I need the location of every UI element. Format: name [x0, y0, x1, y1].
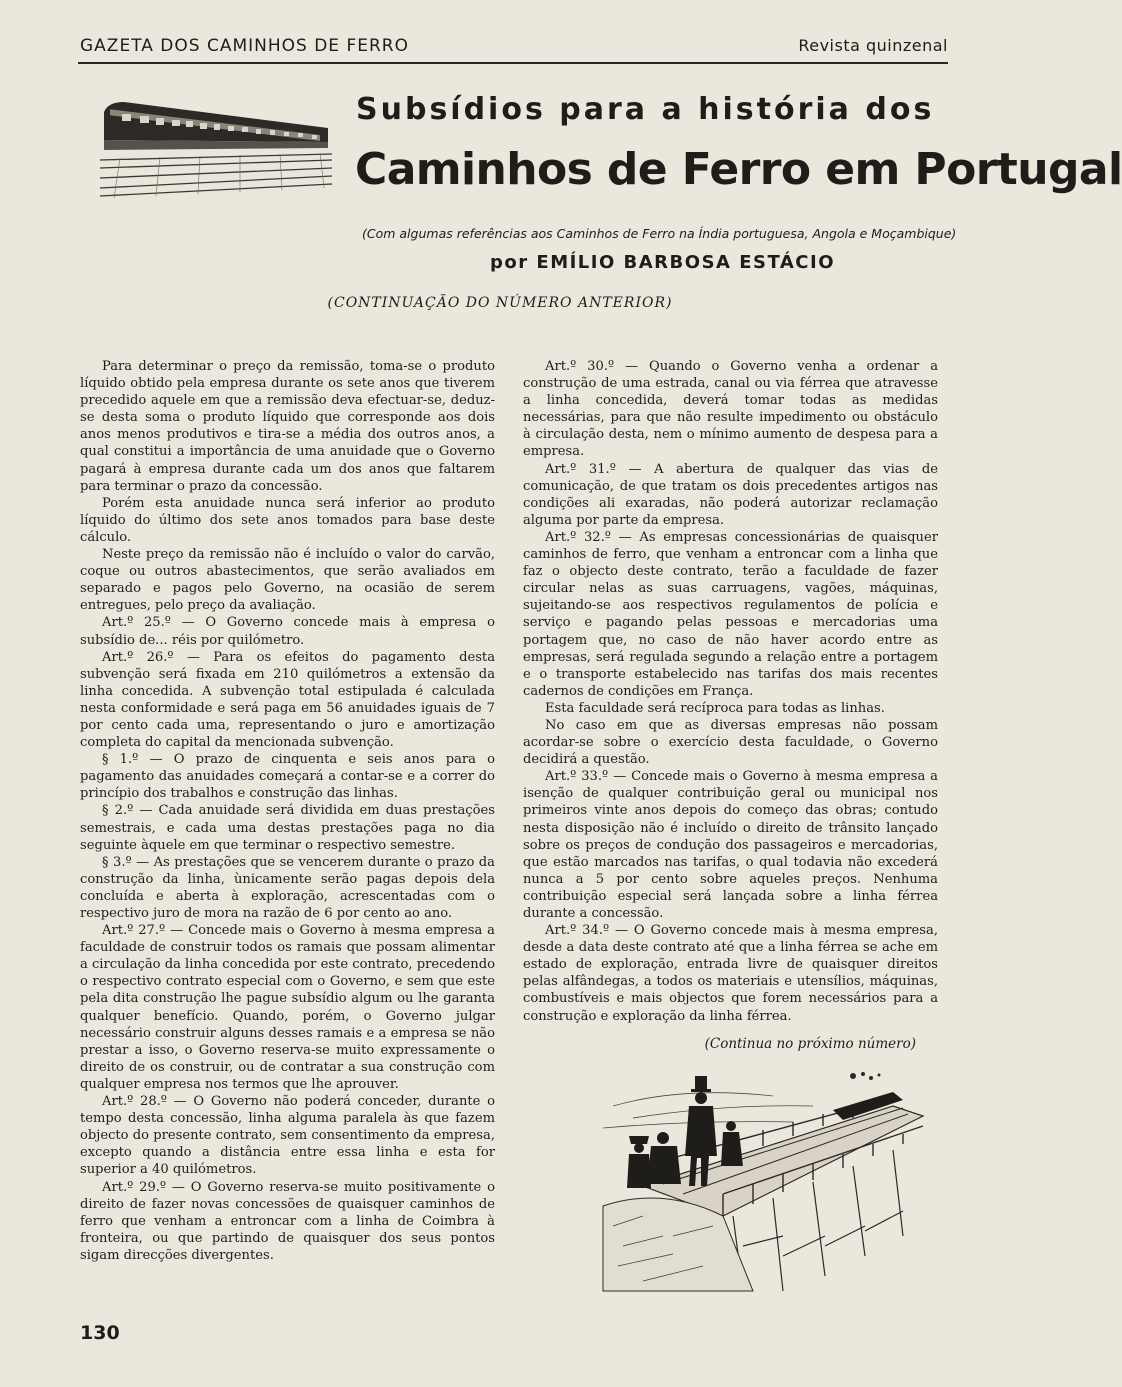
running-header-title: GAZETA DOS CAMINHOS DE FERRO — [80, 36, 409, 56]
paragraph: Art.º 30.º — Quando o Governo venha a ordenar a construção de uma estrada, canal ou via férrea que atravesse a linha concedida, deverá tomar todas as medidas necessárias, para que não resulte impedimento ou obstáculo à circulação desta, nem o mínimo aumento de despesa para a empresa. — [523, 359, 938, 460]
paragraph: Art.º 27.º — Concede mais o Governo à mesma empresa a faculdade de construir todos os ramais que possam alimentar a circulação da linha concedida por este contrato, precedendo o respectivo contrato especial com o Governo, e sem que este pela dita construção lhe pague subsídio algum ou lhe garanta qualquer benefício. Quando, porém, o Governo julgar necessário construir alguns desses ramais e a empresa se não prestar a isso, o Governo reserva-se muito expressamente o direito de os construir, ou de contratar a sua construção com qualquer empresa nos termos que lhe aprouver. — [80, 923, 495, 1092]
paragraph: Art.º 32.º — As empresas concessionárias de quaisquer caminhos de ferro, que venham a entroncar com a linha que faz o objecto deste contrato, terão a faculdade de fazer circular nelas as suas carruagens, vagões, máquinas, sujeitando-se aos respectivos regulamentos de polícia e serviço e pagando pelas pessoas e mercadorias uma portagem que, no caso de não haver acordo entre as empresas, será regulada segundo a relação entre a portagem e o transporte estabelecido nas tarifas dos mais recentes cadernos de condições em França. — [523, 529, 938, 699]
running-header-frequency: Revista quinzenal — [798, 36, 948, 55]
article-title-line2: Caminhos de Ferro em Portugal — [355, 144, 1122, 195]
continues-note: (Continua no próximo número) — [704, 1036, 916, 1052]
paragraph: Para determinar o preço da remissão, toma-se o produto líquido obtido pela empresa durante os sete anos que tiverem precedido aquele em que a remissão deva efectuar-se, deduz-se desta soma o produto líquido que corresponde aos dois anos menos produtivos e tira-se a média dos outros anos, a qual constitui a importância de uma anuidade que o Governo pagará à empresa durante cada um dos anos que faltarem para terminar o prazo da concessão. — [80, 359, 495, 494]
article-subtitle: (Com algumas referências aos Caminhos de Ferro na Índia portuguesa, Angola e Moçambique) — [362, 226, 957, 241]
paragraph: § 3.º — As prestações que se vencerem durante o prazo da construção da linha, ùnicamente serão pagas depois dela concluída e aberta à exploração, acrescentadas com o respectivo juro de mora na razão de 6 por cento ao ano. — [80, 854, 495, 921]
paragraph: Art.º 31.º — A abertura de qualquer das vias de comunicação, de que tratam os dois precedentes artigos nas condições ali exaradas, não poderá autorizar reclamação alguma por parte da empresa. — [523, 461, 938, 528]
paragraph: Art.º 29.º — O Governo reserva-se muito positivamente o direito de fazer novas concessões de quaisquer caminhos de ferro que venham a entroncar com a linha de Coimbra à fronteira, ou que partindo de quaisquer dos seus pontos sigam direcções divergentes. — [80, 1179, 495, 1263]
continuation-note: (CONTINUAÇÃO DO NÚMERO ANTERIOR) — [327, 295, 673, 311]
paragraph: § 2.º — Cada anuidade será dividida em duas prestações semestrais, e cada uma destas prestações paga no dia seguinte àquele em que terminar o respectivo semestre. — [80, 803, 495, 853]
paragraph: Neste preço da remissão não é incluído o valor do carvão, coque ou outros abastecimentos, que serão avaliados em separado e pagos pelo Governo, na ocasião de serem entregues, pelo preço da avaliação. — [80, 547, 495, 614]
paragraph: Esta faculdade será recíproca para todas as linhas. — [545, 700, 885, 716]
paragraph: Art.º 34.º — O Governo concede mais à mesma empresa, desde a data deste contrato até que a linha férrea se ache em estado de exploração, entrada livre de quaisquer direitos pelas alfândegas, a todos os materiais e utensílios, máquinas, combustíveis e mais objectos que forem necessários para a construção e exploração da linha férrea. — [523, 923, 938, 1024]
article-byline: por EMÍLIO BARBOSA ESTÁCIO — [490, 252, 836, 273]
paragraph: No caso em que as diversas empresas não possam acordar-se sobre o exercício desta faculdade, o Governo decidirá a questão. — [523, 717, 938, 768]
right-text-column — [523, 358, 938, 1025]
train-illustration — [100, 98, 332, 198]
bridge-scene-illustration — [603, 1066, 928, 1291]
page-number: 130 — [80, 1322, 120, 1344]
paragraph: Porém esta anuidade nunca será inferior ao produto líquido do último dos sete anos tomados para base deste cálculo. — [80, 495, 495, 545]
header-rule — [78, 62, 948, 64]
paragraph: § 1.º — O prazo de cinquenta e seis anos para o pagamento das anuidades começará a contar-se e a correr do princípio dos trabalhos e construção das linhas. — [80, 752, 495, 802]
paragraph: Art.º 28.º — O Governo não poderá conceder, durante o tempo desta concessão, linha alguma paralela às que fazem objecto do presente contrato, sem consentimento da empresa, excepto quando a distância entre essa linha e esta for superior a 40 quilómetros. — [80, 1094, 495, 1178]
paragraph: Art.º 33.º — Concede mais o Governo à mesma empresa a isenção de qualquer contribuição geral ou municipal nos primeiros vinte anos depois do começo das obras; contudo nesta disposição não é incluído o direito de trânsito lançado sobre os preços de condução dos passageiros e mercadorias, que estão marcados nas tarifas, o qual todavia não excederá nunca a 5 por cento sobre aqueles preços. Nenhuma contribuição especial será lançada sobre a linha férrea durante a concessão. — [523, 769, 938, 921]
paragraph: Art.º 26.º — Para os efeitos do pagamento desta subvenção será fixada em 210 quilómetros a extensão da linha concedida. A subvenção total estipulada é calculada nesta conformidade e será paga em 56 anuidades iguais de 7 por cento cada uma, representando o juro e amortização completa do capital da mencionada subvenção. — [80, 649, 495, 751]
paragraph: Art.º 25.º — O Governo concede mais à empresa o subsídio de... réis por quilómetro. — [80, 615, 495, 648]
article-title-line1: Subsídios para a história dos — [356, 92, 935, 127]
left-text-column — [80, 358, 495, 1264]
